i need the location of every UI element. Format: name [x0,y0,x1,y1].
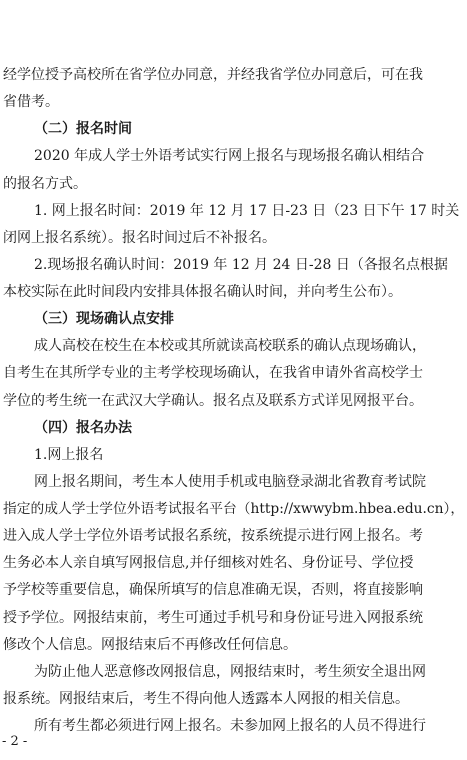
body-line: 所有考生都必须进行网上报名。未参加网上报名的人员不得进行 [34,718,426,734]
body-line: 修改个人信息。网报结束后不再修改任何信息。 [3,637,297,653]
body-line: 网上报名期间，考生本人使用手机或电脑登录湖北省教育考试院 [34,474,426,490]
body-line: 本校实际在此时间段内安排具体报名确认时间，并向考生公布）。 [3,284,402,300]
body-line: 2020 年成人学士外语考试实行网上报名与现场报名确认相结合 [34,148,425,164]
subheading-online: 1.网上报名 [34,447,104,463]
body-line: 进入成人学士学位外语考试报名系统，按系统提示进行网上报名。考 [3,528,423,544]
body-line: 经学位授予高校所在省学位办同意，并经我省学位办同意后，可在我 [3,67,423,83]
section-heading-time: （二）报名时间 [34,121,132,137]
body-line: 予学校等重要信息，确保所填写的信息准确无误，否则，将直接影响 [3,582,423,598]
body-line: 学位的考生统一在武汉大学确认。报名点及联系方式详见网报平台。 [3,393,423,409]
body-line: 省借考。 [3,94,59,110]
body-line: 授予学位。网报结束前，考生可通过手机号和身份证号进入网报系统 [3,610,423,626]
body-line: 为防止他人恶意修改网报信息，网报结束时，考生须安全退出网 [34,664,426,680]
body-line: 闭网上报名系统）。报名时间过后不补报名。 [3,230,276,246]
page-number: - 2 - [2,734,28,749]
body-line: 报系统。网报结束后，考生不得向他人透露本人网报的相关信息。 [3,691,409,707]
body-line: 自考生在其所学专业的主考学校现场确认，在我省申请外省高校学士 [3,365,423,381]
body-line: 1. 网上报名时间：2019 年 12 月 17 日-23 日（23 日下午 17 时关 [34,203,460,219]
section-heading-site: （三）现场确认点安排 [34,311,174,327]
body-line: 生务必本人亲自填写网报信息,并仔细核对姓名、身份证号、学位授 [3,555,414,571]
body-line: 成人高校在校生在本校或其所就读高校联系的确认点现场确认， [34,338,426,354]
body-line: 2.现场报名确认时间：2019 年 12 月 24 日-28 日（各报名点根据 [34,257,448,273]
section-heading-method: （四）报名办法 [34,420,132,436]
body-line: 的报名方式。 [3,176,87,192]
body-line: 指定的成人学士学位外语考试报名平台（http://xwwybm.hbea.edu.cn）， [3,501,465,517]
